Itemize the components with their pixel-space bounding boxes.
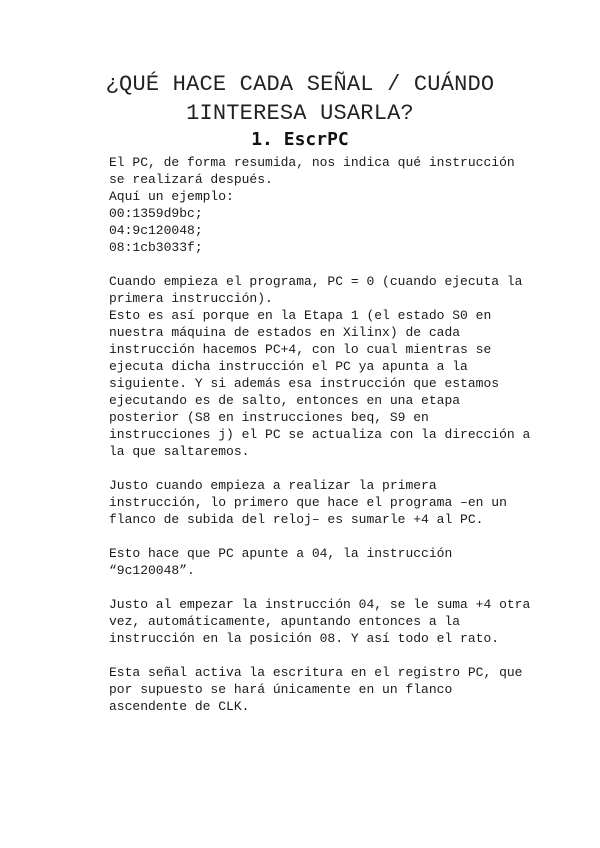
text-line: Cuando empieza el programa, PC = 0 (cuando ejecuta la — [109, 274, 523, 289]
blank-line — [109, 647, 549, 664]
text-line: instrucción en la posición 08. Y así todo el rato. — [109, 631, 500, 646]
text-line: siguiente. Y si además esa instrucción que estamos — [109, 376, 500, 391]
text-line: “9c120048”. — [109, 563, 195, 578]
text-line: la que saltaremos. — [109, 444, 250, 459]
text-line: flanco de subida del reloj– es sumarle +4 al PC. — [109, 512, 484, 527]
text-line: nuestra máquina de estados en Xilinx) de cada — [109, 325, 461, 340]
text-line: Justo al empezar la instrucción 04, se le suma +4 otra — [109, 597, 531, 612]
text-line: instrucción hacemos PC+4, con lo cual mientras se — [109, 342, 492, 357]
text-line: ejecuta dicha instrucción el PC ya apunta a la — [109, 359, 468, 374]
text-line: Esto es así porque en la Etapa 1 (el estado S0 en — [109, 308, 492, 323]
text-line: primera instrucción). — [109, 291, 273, 306]
text-line: vez, automáticamente, apuntando entonces a la — [109, 614, 461, 629]
code-line: 08:1cb3033f; — [109, 240, 203, 255]
text-line: instrucción, lo primero que hace el programa –en un — [109, 495, 507, 510]
code-line: 00:1359d9bc; — [109, 206, 203, 221]
text-line: Esto hace que PC apunte a 04, la instrucción — [109, 546, 453, 561]
text-line: Justo cuando empieza a realizar la primera — [109, 478, 437, 493]
page-title-line-2: 1INTERESA USARLA? — [186, 101, 414, 126]
text-line: Esta señal activa la escritura en el registro PC, que — [109, 665, 523, 680]
text-line: se realizará después. — [109, 172, 273, 187]
blank-line — [109, 460, 549, 477]
text-line: ejecutando es de salto, entonces en una etapa — [109, 393, 461, 408]
text-line: Aquí un ejemplo: — [109, 189, 234, 204]
page-title-line-1: ¿QUÉ HACE CADA SEÑAL / CUÁNDO — [105, 72, 495, 97]
section-heading: 1. EscrPC — [251, 129, 349, 150]
text-line: ascendente de CLK. — [109, 699, 250, 714]
blank-line — [109, 528, 549, 545]
blank-line — [109, 256, 549, 273]
text-line: por supuesto se hará únicamente en un flanco — [109, 682, 453, 697]
blank-line — [109, 579, 549, 596]
text-line: instrucciones j) el PC se actualiza con la dirección a — [109, 427, 531, 442]
body-text — [109, 154, 549, 715]
text-line: El PC, de forma resumida, nos indica qué instrucción — [109, 155, 515, 170]
text-line: posterior (S8 en instrucciones beq, S9 en — [109, 410, 429, 425]
code-line: 04:9c120048; — [109, 223, 203, 238]
